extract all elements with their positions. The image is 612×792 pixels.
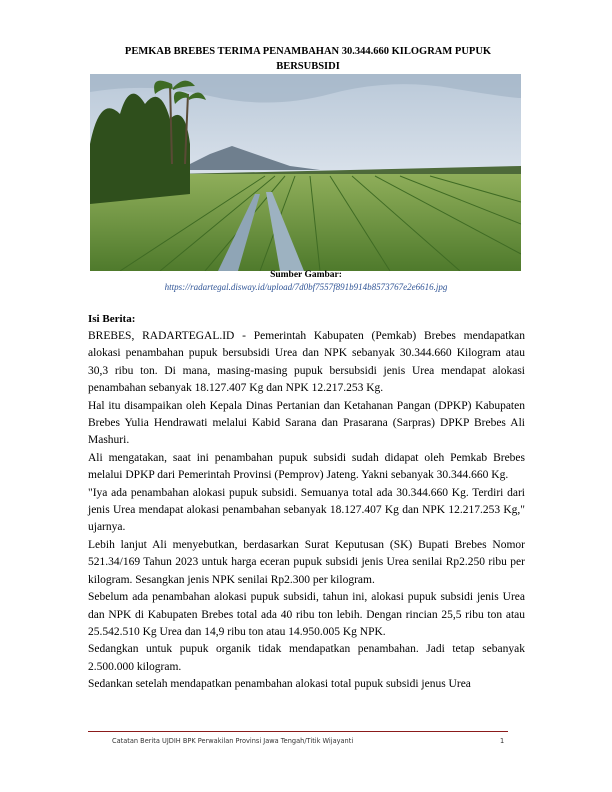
article-paragraph: Ali mengatakan, saat ini penambahan pupuk subsidi sudah didapat oleh Pemkab Brebes melalui DPKP dari Pemerintah Provinsi (Pemprov) Jateng. Yakni sebanyak 30.344.660 Kg. xyxy=(88,451,525,482)
article-body xyxy=(88,328,525,694)
onion-field-photo xyxy=(90,74,521,271)
article-paragraph: Hal itu disampaikan oleh Kepala Dinas Pertanian dan Ketahanan Pangan (DPKP) Kabupaten Brebes Yulia Hendrawati melalui Kabid Sarana dan Prasarana (Sarpras) DPKP Brebes Ali Mashuri. xyxy=(88,399,525,447)
article-paragraph: BREBES, RADARTEGAL.ID - Pemerintah Kabupaten (Pemkab) Brebes mendapatkan alokasi penambahan pupuk bersubsidi Urea dan NPK sebanyak 30.344.660 Kilogram atau 30,3 ribu ton. Di mana, masing-masing pupuk bersubsidi jenis Urea mendapat alokasi penambahan sebanyak 18.127.407 Kg dan NPK 12.217.253 Kg. xyxy=(88,330,525,395)
image-caption-label: Sumber Gambar: xyxy=(270,270,342,280)
footer-text: Catatan Berita UJDIH BPK Perwakilan Provinsi Jawa Tengah/Titik Wijayanti xyxy=(112,737,354,745)
article-paragraph: Sedangkan untuk pupuk organik tidak mendapatkan penambahan. Jadi tetap sebanyak 2.500.000 kilogram. xyxy=(88,643,525,673)
article-paragraph: Sebelum ada penambahan alokasi pupuk subsidi, tahun ini, alokasi pupuk subsidi jenis Urea dan NPK di Kabupaten Brebes total ada 40 ribu ton lebih. Dengan rincian 25,5 ribu ton atau 25.542.510 Kg Urea dan 14,9 ribu ton atau 14.950.005 Kg NPK. xyxy=(88,591,525,638)
article-paragraph: Lebih lanjut Ali menyebutkan, berdasarkan Surat Keputusan (SK) Bupati Brebes Nomor 521.34/169 Tahun 2023 untuk harga eceran pupuk subsidi jenis Urea senilai Rp2.250 ribu per kilogram. Sesangkan jenis NPK senilai Rp2.300 per kilogram. xyxy=(88,538,525,586)
footer-divider xyxy=(88,731,508,732)
article-paragraph: "Iya ada penambahan alokasi pupuk subsidi. Semuanya total ada 30.344.660 Kg. Terdiri dari jenis Urea mendapat alokasi penambahan sebanyak 18.127.407 Kg dan NPK 12.217.253 Kg," ujarnya. xyxy=(88,486,525,534)
page-number: 1 xyxy=(500,737,505,745)
image-source-link[interactable]: https://radartegal.disway.id/upload/7d0bf7557f891b914b8573767e2e6616.jpg xyxy=(164,282,448,292)
document-title-line-1: PEMKAB BREBES TERIMA PENAMBAHAN 30.344.660 KILOGRAM PUPUK xyxy=(124,46,492,57)
article-paragraph: Sedankan setelah mendapatkan penambahan alokasi total pupuk subsidi jenus Urea xyxy=(88,678,471,691)
document-title-line-2: BERSUBSIDI xyxy=(276,61,340,72)
section-label: Isi Berita: xyxy=(88,313,136,325)
document-title xyxy=(88,44,528,74)
